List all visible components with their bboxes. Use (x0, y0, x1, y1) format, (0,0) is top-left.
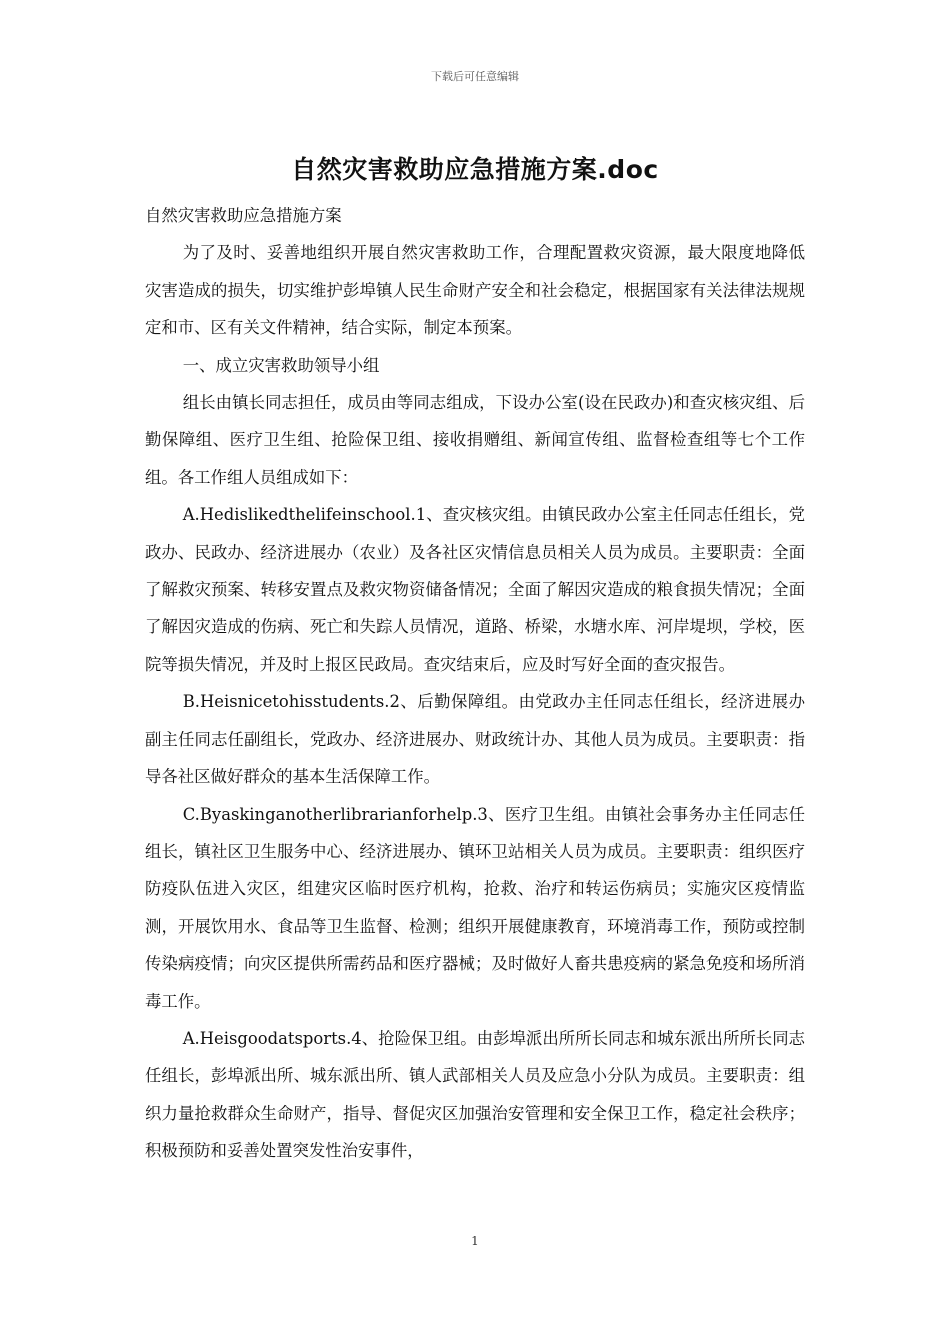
document-body (145, 197, 805, 1170)
body-paragraph: B.Heisnicetohisstudents.2、后勤保障组。由党政办主任同志任组长，经济进展办副主任同志任副组长，党政办、经济进展办、财政统计办、其他人员为成员。主要职责：指导各社区做好群众的基本生活保障工作。 (145, 692, 805, 787)
section-heading: 一、成立灾害救助领导小组 (182, 355, 380, 375)
body-paragraph: C.Byaskinganotherlibrarianforhelp.3、医疗卫生组。由镇社会事务办主任同志任组长，镇社区卫生服务中心、经济进展办、镇环卫站相关人员为成员。主要职责：组织医疗防疫队伍进入灾区，组建灾区临时医疗机构，抢救、治疗和转运伤病员；实施灾区疫情监测，开展饮用水、食品等卫生监督、检测；组织开展健康教育，环境消毒工作，预防或控制传染病疫情；向灾区提供所需药品和医疗器械；及时做好人畜共患疫病的紧急免疫和场所消毒工作。 (145, 804, 805, 1011)
body-paragraph: A.Hedislikedthelifeinschool.1、查灾核灾组。由镇民政办公室主任同志任组长，党政办、民政办、经济进展办（农业）及各社区灾情信息员相关人员为成员。主要职责：全面了解救灾预案、转移安置点及救灾物资储备情况；全面了解因灾造成的粮食损失情况；全面了解因灾造成的伤病、死亡和失踪人员情况，道路、桥梁，水塘水库、河岸堤坝，学校，医院等损失情况，并及时上报区民政局。查灾结束后，应及时写好全面的查灾报告。 (145, 505, 805, 674)
header-note: 下载后可任意编辑 (431, 70, 519, 83)
subtitle-paragraph: 自然灾害救助应急措施方案 (145, 206, 342, 225)
body-paragraph: A.Heisgoodatsports.4、抢险保卫组。由彭埠派出所所长同志和城东派出所所长同志任组长，彭埠派出所、城东派出所、镇人武部相关人员及应急小分队为成员。主要职责：组织力量抢救群众生命财产，指导、督促灾区加强治安管理和安全保卫工作，稳定社会秩序；积极预防和妥善处置突发性治安事件， (145, 1028, 805, 1161)
intro-paragraph: 为了及时、妥善地组织开展自然灾害救助工作，合理配置救灾资源，最大限度地降低灾害造成的损失，切实维护彭埠镇人民生命财产安全和社会稳定，根据国家有关法律法规规定和市、区有关文件精神，结合实际，制定本预案。 (145, 243, 805, 338)
page-number: 1 (471, 1234, 479, 1248)
body-paragraph: 组长由镇长同志担任，成员由等同志组成，下设办公室(设在民政办)和查灾核灾组、后勤保障组、医疗卫生组、抢险保卫组、接收捐赠组、新闻宣传组、监督检查组等七个工作组。各工作组人员组成如下： (145, 393, 805, 487)
document-title: 自然灾害救助应急措施方案.doc (291, 155, 659, 184)
